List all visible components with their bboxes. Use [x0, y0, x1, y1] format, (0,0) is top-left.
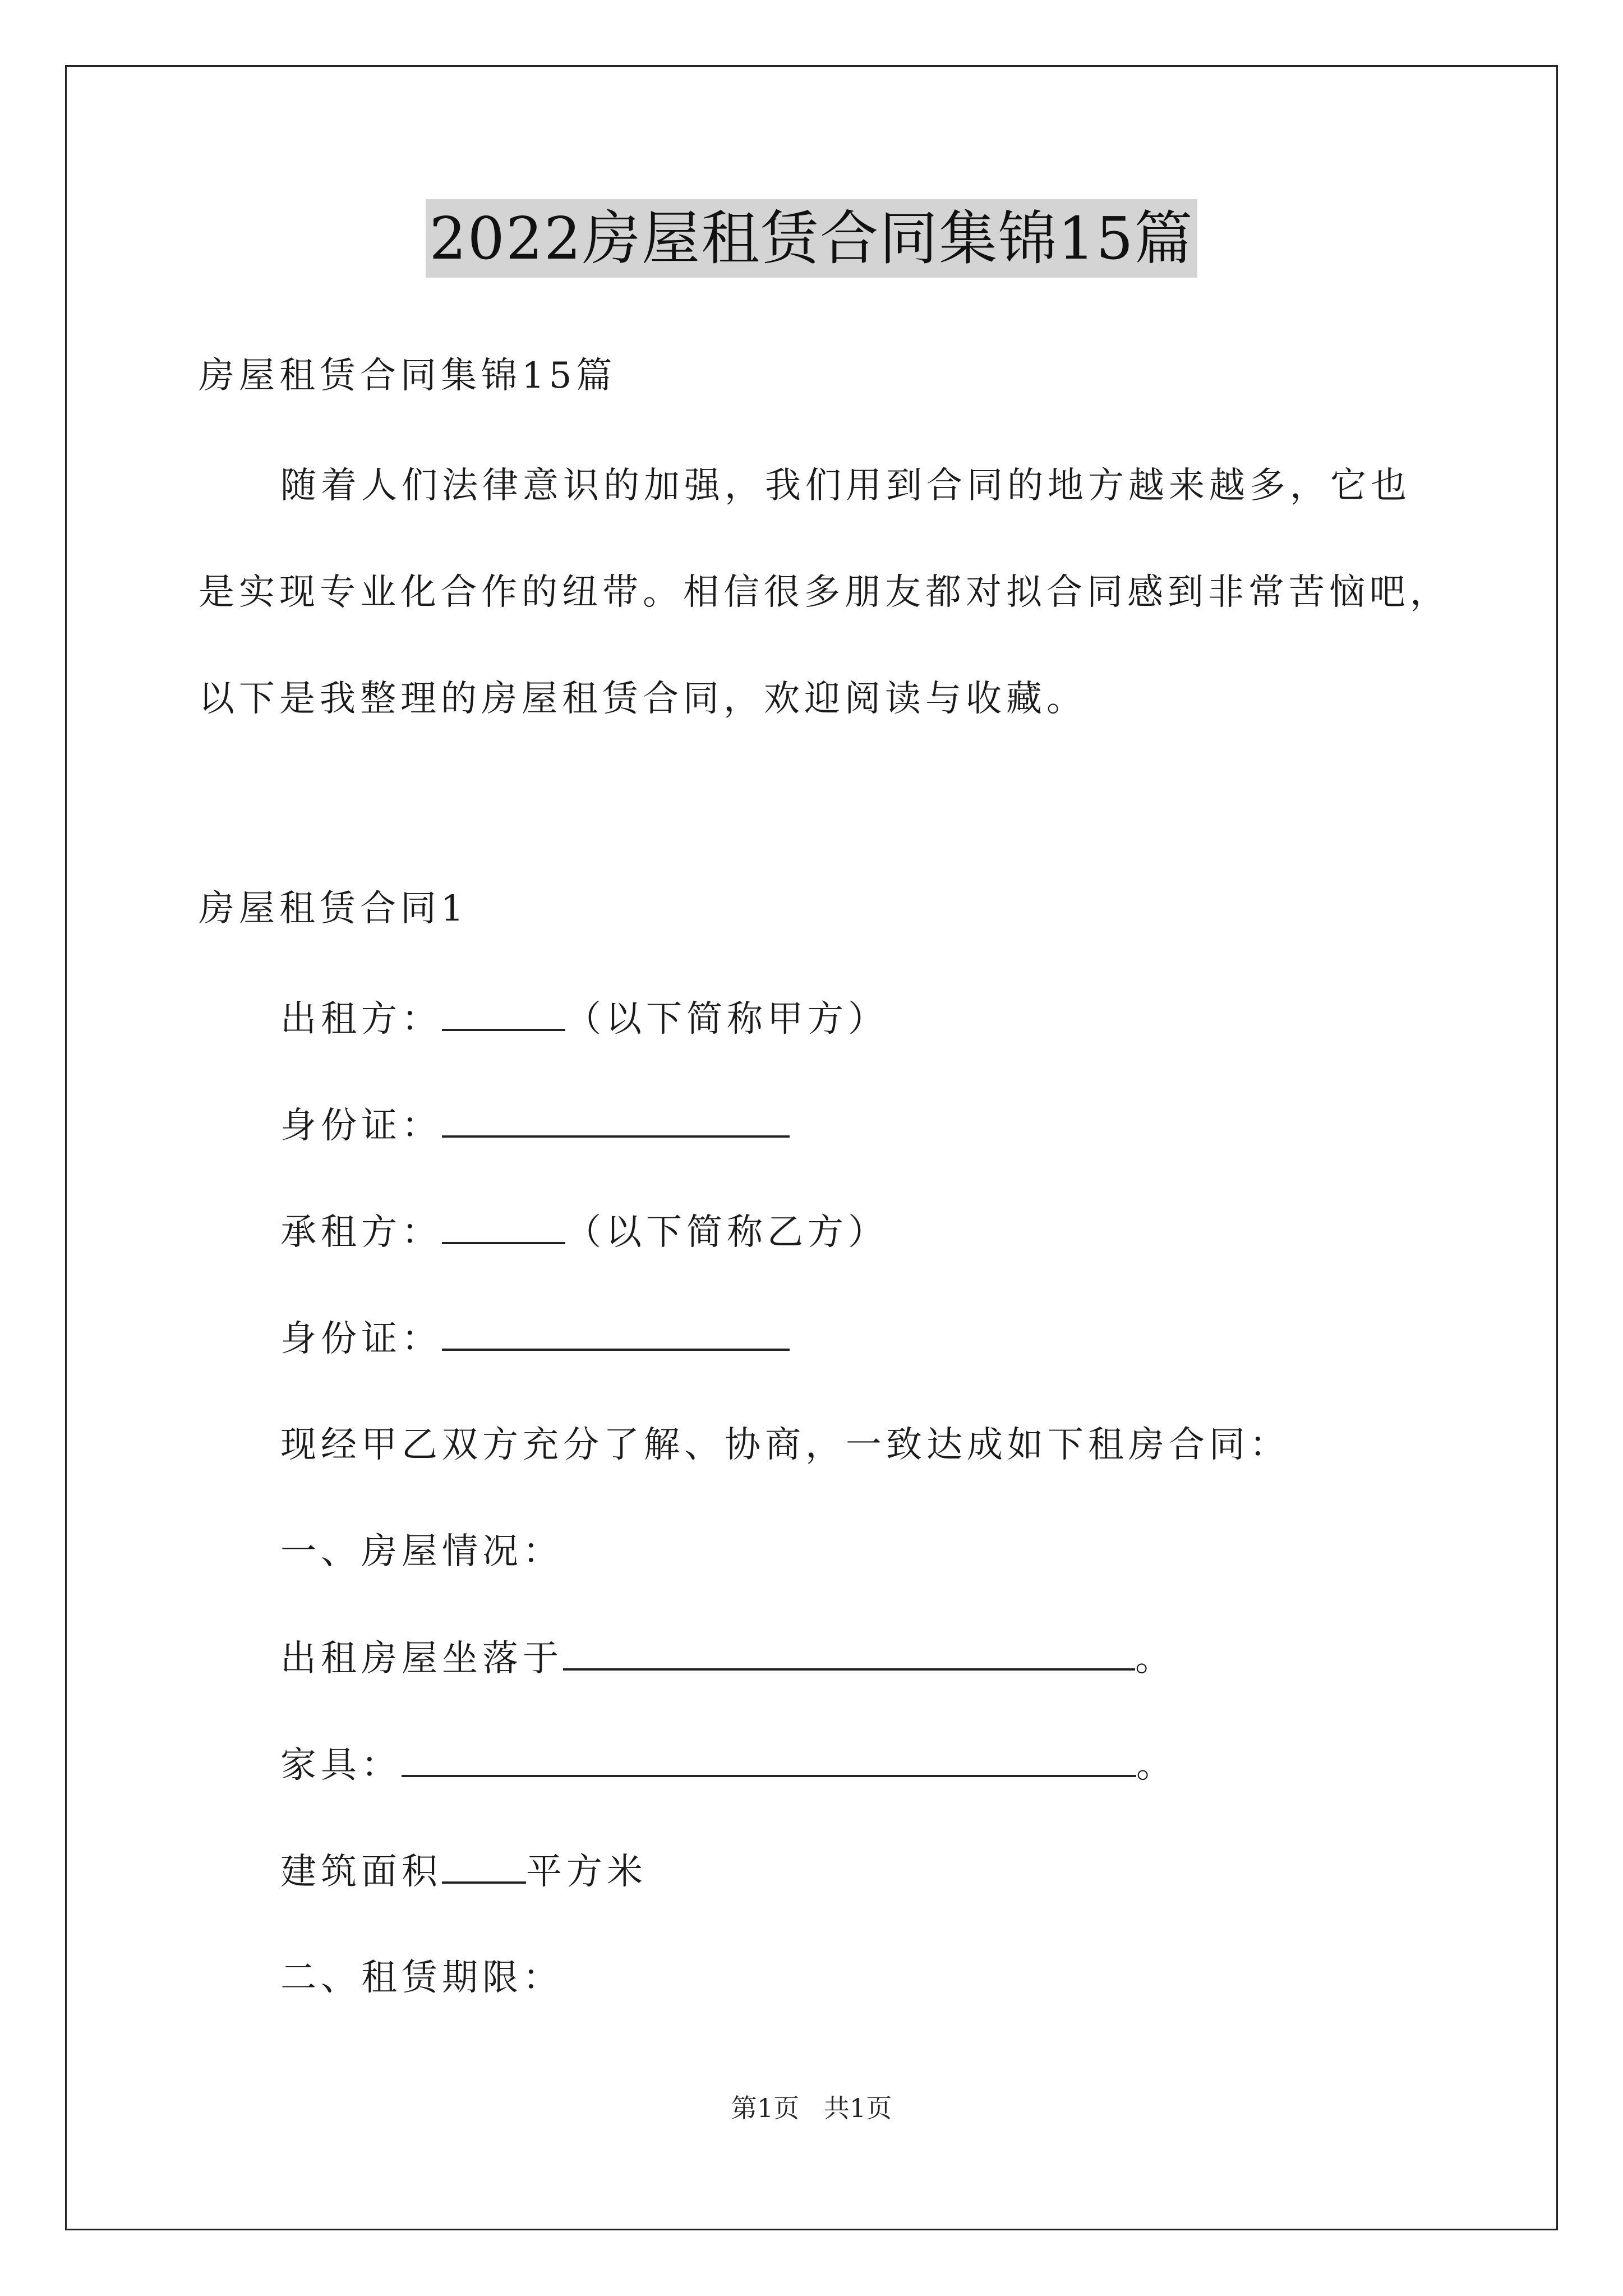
lessor-id-blank: [442, 1103, 790, 1138]
area-unit: 平方米: [526, 1851, 647, 1893]
section-heading: 房屋租赁合同1: [199, 888, 468, 930]
furniture-end: 。: [1136, 1745, 1177, 1786]
furniture-blank: [402, 1742, 1136, 1777]
location-line: [280, 1636, 1175, 1681]
title-container: [0, 199, 1623, 278]
lessor-id-line: [280, 1103, 790, 1148]
location-label: 出租房屋坐落于: [280, 1638, 563, 1680]
document-title: 2022房屋租赁合同集锦15篇: [426, 199, 1197, 278]
agreement-line: 现经甲乙双方充分了解、协商，一致达成如下租房合同：: [280, 1424, 1290, 1466]
area-blank: [442, 1849, 526, 1884]
lessee-line: [280, 1209, 888, 1255]
intro-line-3: 以下是我整理的房屋租赁合同，欢迎阅读与收藏。: [199, 678, 1087, 720]
location-blank: [563, 1636, 1135, 1671]
location-end: 。: [1135, 1638, 1175, 1680]
area-label: 建筑面积: [280, 1851, 442, 1893]
lessee-id-blank: [442, 1316, 790, 1351]
intro-line-1: 随着人们法律意识的加强，我们用到合同的地方越来越多，它也: [280, 465, 1411, 507]
clause-2-heading: 二、租赁期限：: [280, 1957, 563, 1999]
furniture-label: 家具：: [280, 1745, 402, 1786]
intro-line-2: 是实现专业化合作的纽带。相信很多朋友都对拟合同感到非常苦恼吧，: [199, 572, 1450, 613]
area-line: [280, 1849, 647, 1894]
lessee-suffix: （以下简称乙方）: [565, 1212, 888, 1253]
lessor-id-label: 身份证：: [280, 1105, 442, 1147]
lessor-suffix: （以下简称甲方）: [565, 999, 888, 1040]
clause-1-heading: 一、房屋情况：: [280, 1531, 563, 1572]
furniture-line: [280, 1742, 1177, 1788]
lessee-id-line: [280, 1316, 790, 1361]
lessor-line: [280, 996, 888, 1042]
page-footer: 第1页 共1页: [731, 2093, 892, 2123]
document-subtitle: 房屋租赁合同集锦15篇: [199, 355, 617, 397]
lessee-label: 承租方：: [280, 1212, 442, 1253]
lessor-blank: [442, 996, 565, 1031]
lessee-id-label: 身份证：: [280, 1318, 442, 1360]
lessor-label: 出租方：: [280, 999, 442, 1040]
lessee-blank: [442, 1209, 565, 1244]
